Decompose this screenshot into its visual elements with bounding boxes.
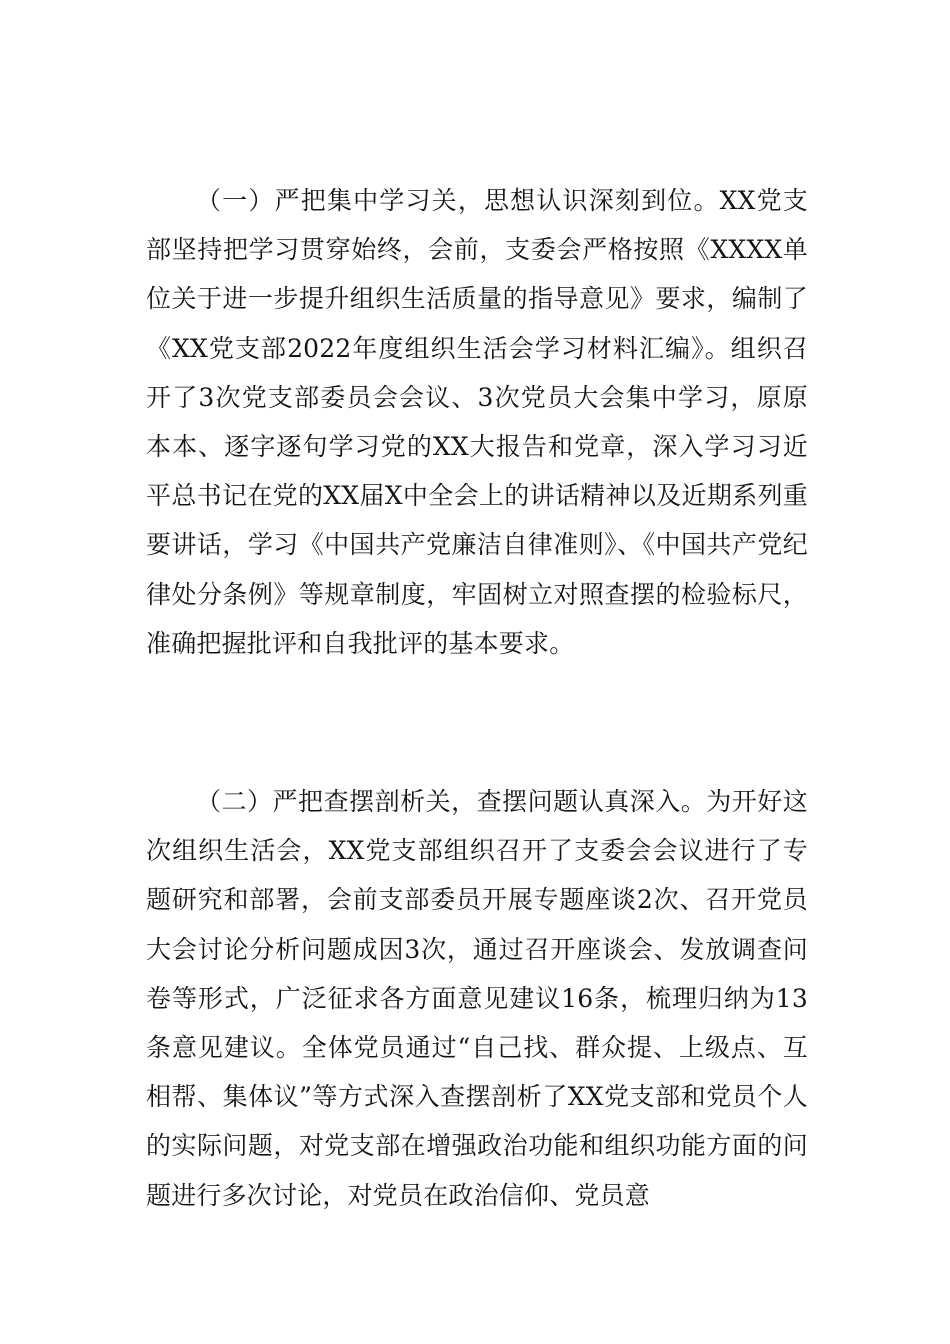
paragraph-study: （一）严把集中学习关，思想认识深刻到位。XX党支部坚持把学习贯穿始终，会前，支委会严格按照《XXXX单位关于进一步提升组织生活质量的指导意见》要求，编制了《XX党支部2022年度组织生活会学习材料汇编》。组织召开了3次党支部委员会会议、3次党员大会集中学习，原原本本、逐字逐句学习党的XX大报告和党章，深入学习习近平总书记在党的XX届X中全会上的讲话精神以及近期系列重要讲话，学习《中国共产党廉洁自律准则》、《中国共产党纪律处分条例》等规章制度，牢固树立对照查摆的检验标尺，准确把握批评和自我批评的基本要求。 (146, 186, 808, 658)
paragraph-self-examination: （二）严把查摆剖析关，查摆问题认真深入。为开好这次组织生活会，XX党支部组织召开了支委会会议进行了专题研究和部署，会前支部委员开展专题座谈2次、召开党员大会讨论分析问题成因3次，通过召开座谈会、发放调查问卷等形式，广泛征求各方面意见建议16条，梳理归纳为13条意见建议。全体党员通过“自己找、群众提、上级点、互相帮、集体议”等方式深入查摆剖析了XX党支部和党员个人的实际问题，对党支部在增强政治功能和组织功能方面的问题进行多次讨论，对党员在政治信仰、党员意 (146, 787, 808, 1210)
